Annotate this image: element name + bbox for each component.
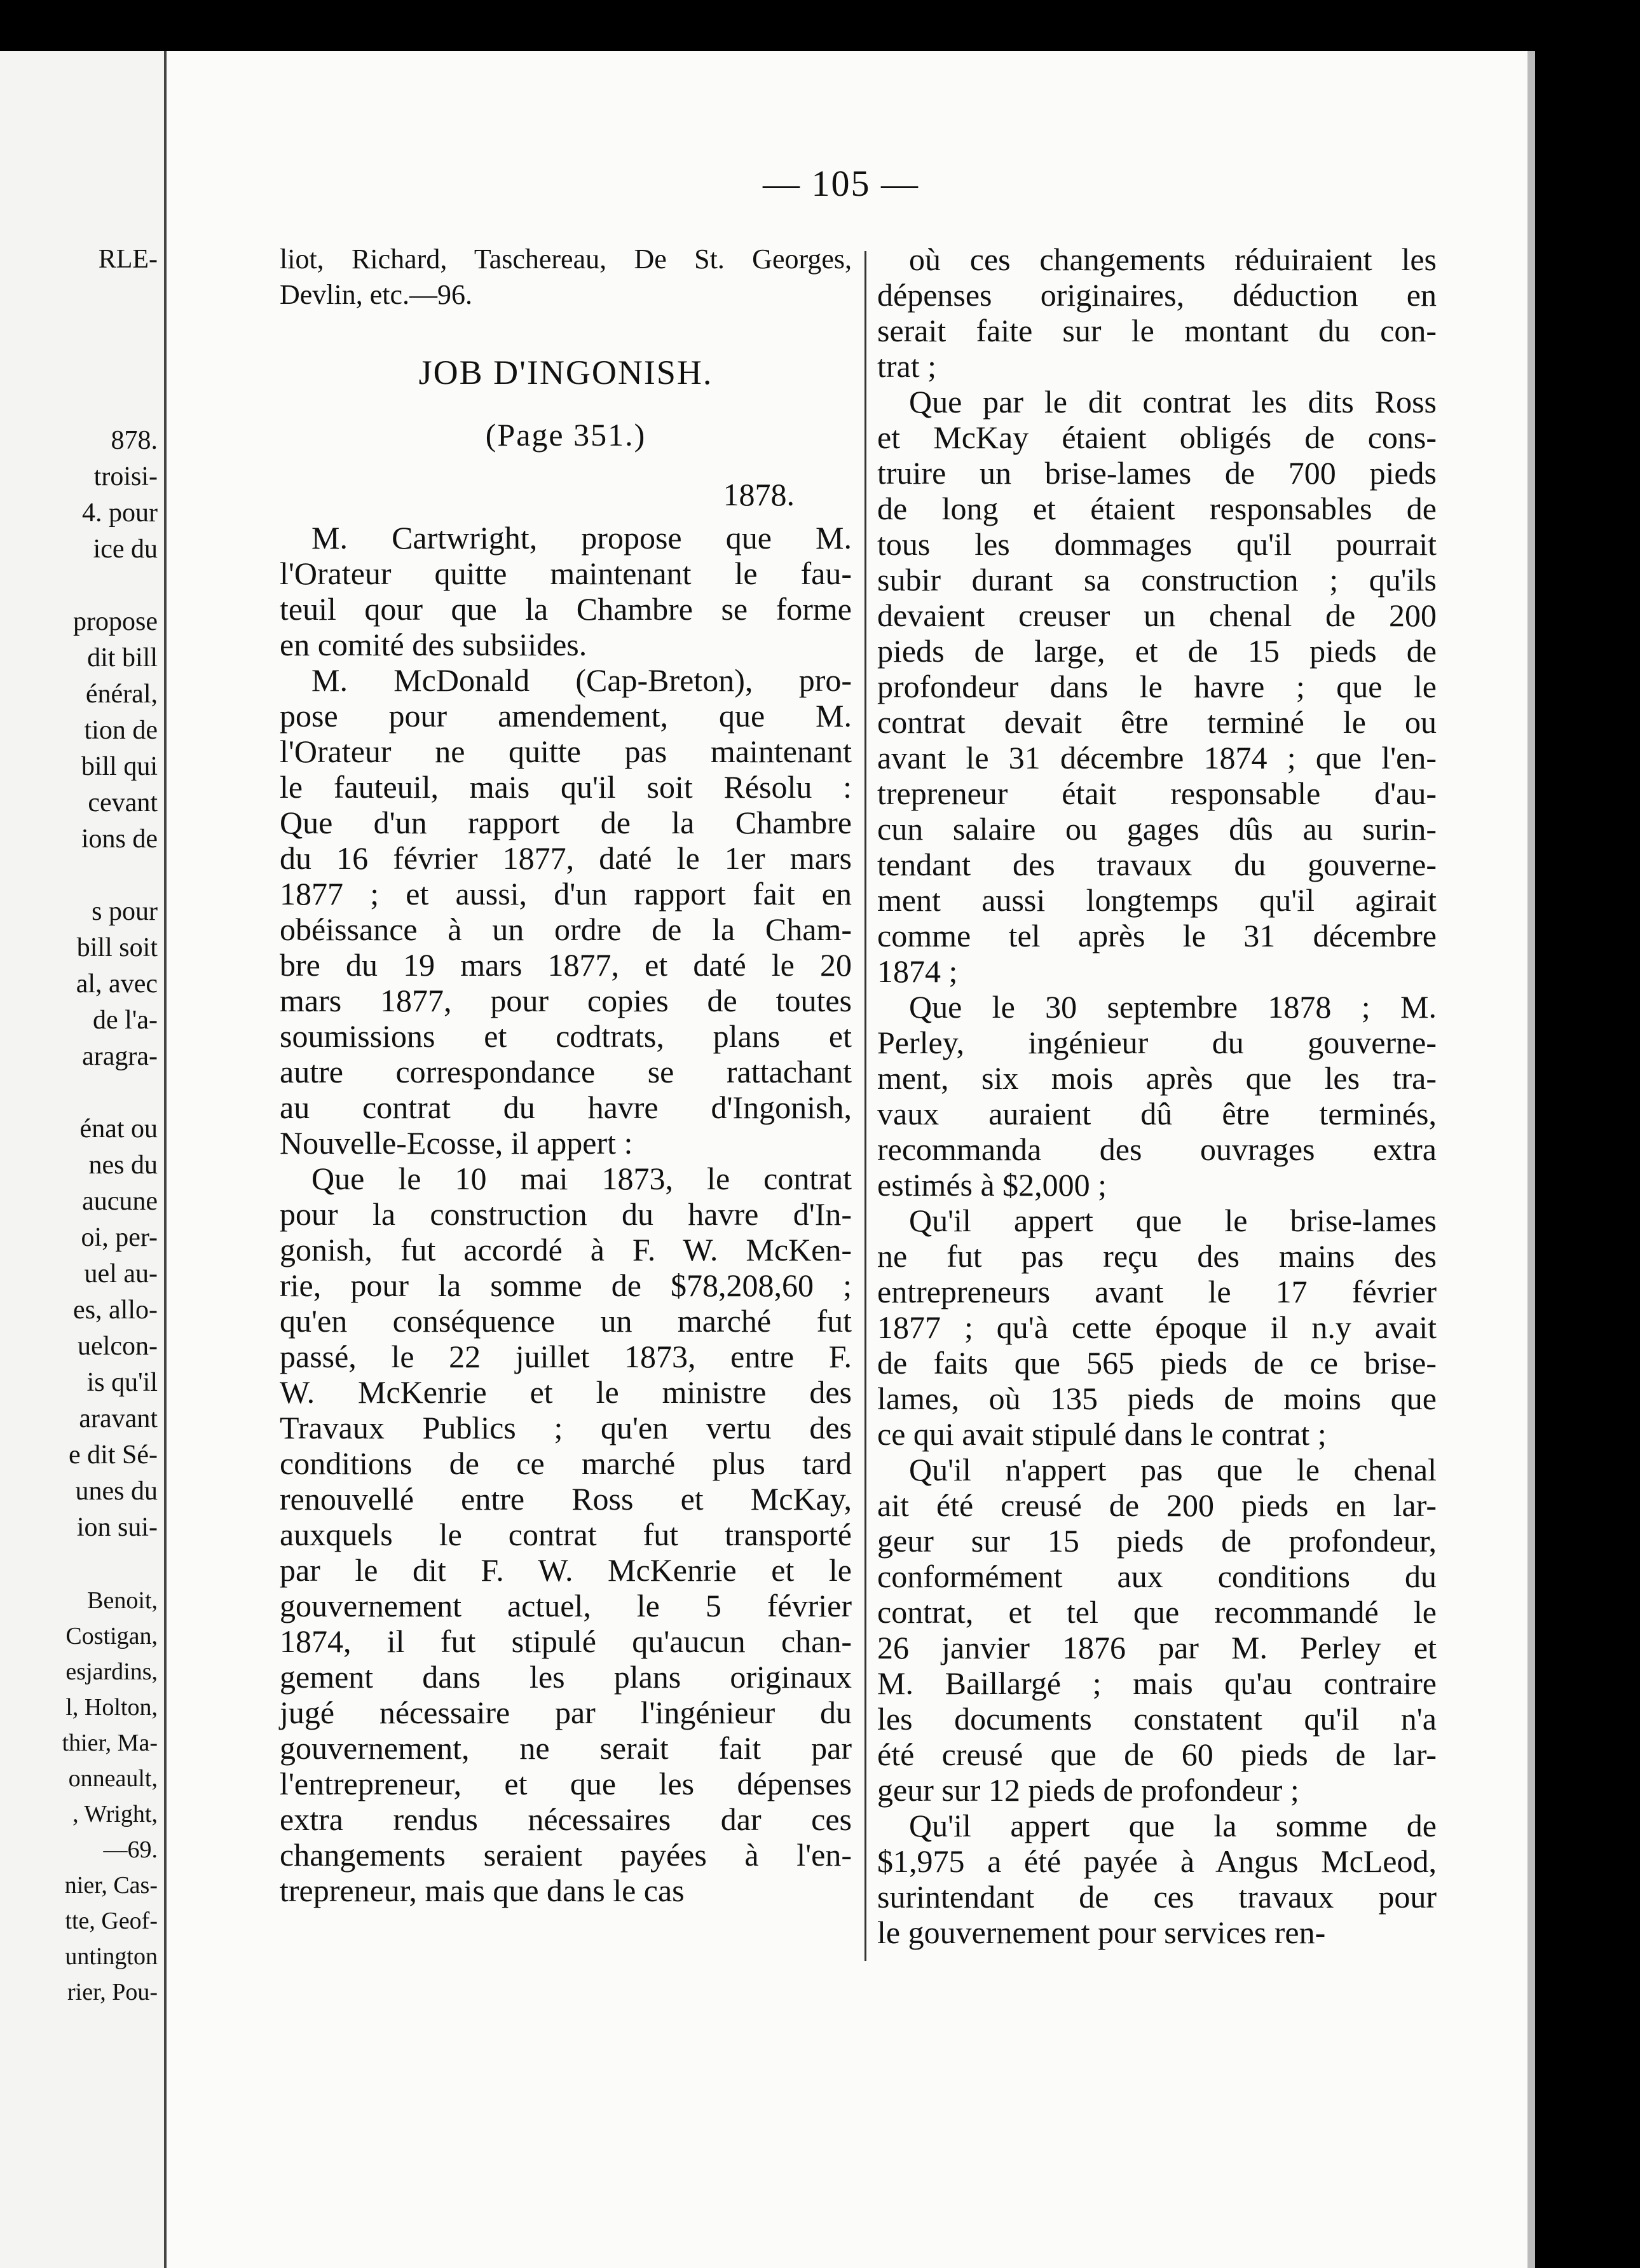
- text-line: W. McKenrie et le ministre des: [280, 1374, 852, 1410]
- paragraph: [877, 989, 1437, 1203]
- text-line: bre du 19 mars 1877, et daté le 20: [280, 947, 852, 983]
- text-line: devaient creuser un chenal de 200: [877, 598, 1437, 633]
- facing-page-text: Benoit,: [87, 1587, 158, 1614]
- text-line: subir durant sa construction ; qu'ils: [877, 562, 1437, 598]
- text-line: Travaux Publics ; qu'en vertu des: [280, 1410, 852, 1445]
- facing-page-fragment: [0, 51, 164, 2268]
- text-line: M. Cartwright, propose que M.: [311, 520, 852, 556]
- text-line: M. Baillargé ; mais qu'au contraire: [877, 1665, 1437, 1701]
- text-line: recommanda des ouvrages extra: [877, 1131, 1437, 1167]
- text-line: Que le 10 mai 1873, le contrat: [311, 1161, 852, 1196]
- text-line: surintendant de ces travaux pour: [877, 1879, 1437, 1915]
- text-line: ment, six mois après que les tra-: [877, 1060, 1437, 1096]
- facing-page-text: Costigan,: [65, 1623, 158, 1650]
- text-line: tendant des travaux du gouverne-: [877, 847, 1437, 882]
- text-line: qu'en conséquence un marché fut: [280, 1303, 852, 1339]
- text-line: 1874 ;: [877, 953, 958, 989]
- text-line: avant le 31 décembre 1874 ; que l'en-: [877, 740, 1437, 775]
- text-line: vaux auraient dû être terminés,: [877, 1096, 1437, 1131]
- text-line: geur sur 12 pieds de profondeur ;: [877, 1772, 1299, 1808]
- page-reference: (Page 351.): [485, 417, 646, 453]
- text-line: Devlin, etc.—96.: [280, 279, 473, 310]
- text-line: été creusé que de 60 pieds de lar-: [877, 1737, 1437, 1772]
- text-line: trat ;: [877, 348, 937, 384]
- text-line: lames, où 135 pieds de moins que: [877, 1381, 1437, 1416]
- paragraph: [877, 384, 1437, 989]
- facing-page-text: ion sui-: [76, 1513, 158, 1542]
- facing-page-text: 878.: [111, 426, 158, 455]
- facing-page-text: troisi-: [93, 462, 158, 491]
- left-paragraphs: [280, 520, 852, 1908]
- text-line: trepreneur, mais que dans le cas: [280, 1873, 685, 1908]
- text-line: profondeur dans le havre ; que le: [877, 669, 1437, 704]
- text-line: l'entrepreneur, et que les dépenses: [280, 1766, 852, 1801]
- text-line: dépenses originaires, déduction en: [877, 277, 1437, 313]
- facing-page-text: aravant: [79, 1404, 158, 1433]
- text-line: Nouvelle-Ecosse, il appert :: [280, 1125, 633, 1161]
- text-line: le fauteuil, mais qu'il soit Résolu :: [280, 769, 852, 805]
- text-line: geur sur 15 pieds de profondeur,: [877, 1523, 1437, 1559]
- paragraph: [877, 242, 1437, 384]
- facing-page-text: al, avec: [76, 969, 158, 999]
- facing-page-text: esjardins,: [65, 1658, 158, 1685]
- text-line: Que le 30 septembre 1878 ; M.: [909, 989, 1437, 1025]
- facing-page-text: is qu'il: [86, 1368, 158, 1397]
- text-line: rie, pour la somme de $78,208,60 ;: [280, 1267, 852, 1303]
- text-line: trepreneur était responsable d'au-: [877, 775, 1437, 811]
- facing-page-text: s pour: [92, 897, 158, 926]
- facing-page-text: tion de: [84, 716, 158, 745]
- text-line: où ces changements réduiraient les: [909, 242, 1437, 277]
- text-line: et McKay étaient obligés de cons-: [877, 420, 1437, 455]
- text-line: obéissance à un ordre de la Cham-: [280, 912, 852, 947]
- text-line: gonish, fut accordé à F. W. McKen-: [280, 1232, 852, 1267]
- facing-page-text: uelcon-: [78, 1332, 158, 1361]
- text-line: Qu'il appert que la somme de: [909, 1808, 1437, 1843]
- text-line: au contrat du havre d'Ingonish,: [280, 1090, 852, 1125]
- text-line: contrat devait être terminé le ou: [877, 704, 1437, 740]
- text-line: tous les dommages qu'il pourrait: [877, 526, 1437, 562]
- text-line: 1877 ; qu'à cette époque il n.y avait: [877, 1309, 1437, 1345]
- paragraph: [877, 1452, 1437, 1808]
- text-line: renouvellé entre Ross et McKay,: [280, 1481, 852, 1517]
- facing-page-text: aucune: [82, 1187, 158, 1216]
- text-line: ment aussi longtemps qu'il agirait: [877, 882, 1437, 918]
- page-edge: [1527, 51, 1535, 2268]
- facing-page-text: aragra-: [82, 1042, 158, 1071]
- right-column: [877, 242, 1437, 1950]
- facing-page-text: uel au-: [84, 1259, 158, 1288]
- text-line: contrat, et tel que recommandé le: [877, 1594, 1437, 1630]
- page-number: — 105 —: [763, 163, 919, 204]
- text-line: Que d'un rapport de la Chambre: [280, 805, 852, 840]
- text-line: M. McDonald (Cap-Breton), pro-: [311, 662, 852, 698]
- paragraph: [280, 520, 852, 662]
- facing-page-text: l, Holton,: [65, 1694, 158, 1721]
- facing-page-text: bill soit: [76, 933, 158, 962]
- text-line: Qu'il n'appert pas que le chenal: [909, 1452, 1437, 1487]
- facing-page-text: propose: [73, 607, 158, 636]
- text-line: Qu'il appert que le brise-lames: [909, 1203, 1437, 1238]
- text-line: jugé nécessaire par l'ingénieur du: [280, 1695, 852, 1730]
- text-line: mars 1877, pour copies de toutes: [280, 983, 852, 1018]
- text-line: par le dit F. W. McKenrie et le: [280, 1552, 852, 1588]
- text-line: Que par le dit contrat les dits Ross: [909, 384, 1437, 420]
- text-line: teuil qour que la Chambre se forme: [280, 591, 852, 627]
- text-line: de long et étaient responsables de: [877, 491, 1437, 526]
- text-line: comme tel après le 31 décembre: [877, 918, 1437, 953]
- text-line: 1877 ; et aussi, d'un rapport fait en: [280, 876, 852, 912]
- column-divider: [864, 251, 866, 1961]
- text-line: truire un brise-lames de 700 pieds: [877, 455, 1437, 491]
- paragraph: [280, 662, 852, 1161]
- facing-page-text: oi, per-: [81, 1223, 158, 1252]
- text-line: l'Orateur quitte maintenant le fau-: [280, 556, 852, 591]
- facing-page-text: es, allo-: [73, 1295, 158, 1325]
- facing-page-text: cevant: [88, 788, 158, 817]
- text-line: autre correspondance se rattachant: [280, 1054, 852, 1090]
- text-line: changements seraient payées à l'en-: [280, 1837, 852, 1873]
- text-line: gouvernement, ne serait fait par: [280, 1730, 852, 1766]
- text-line: estimés à $2,000 ;: [877, 1167, 1107, 1203]
- text-line: 26 janvier 1876 par M. Perley et: [877, 1630, 1437, 1665]
- text-line: ce qui avait stipulé dans le contrat ;: [877, 1416, 1327, 1452]
- text-line: pour la construction du havre d'In-: [280, 1196, 852, 1232]
- text-line: auxquels le contrat fut transporté: [280, 1517, 852, 1552]
- facing-page-text: tte, Geof-: [65, 1908, 158, 1934]
- facing-page-text: thier, Ma-: [62, 1730, 158, 1756]
- text-line: extra rendus nécessaires dar ces: [280, 1801, 852, 1837]
- text-line: les documents constatent qu'il n'a: [877, 1701, 1437, 1737]
- text-line: pieds de large, et de 15 pieds de: [877, 633, 1437, 669]
- text-line: pose pour amendement, que M.: [280, 698, 852, 734]
- text-line: l'Orateur ne quitte pas maintenant: [280, 734, 852, 769]
- text-line: gement dans les plans originaux: [280, 1659, 852, 1695]
- facing-page-text: de l'a-: [92, 1006, 158, 1035]
- text-line: ne fut pas reçu des mains des: [877, 1238, 1437, 1274]
- facing-page-text: e dit Sé-: [69, 1440, 158, 1470]
- text-line: Perley, ingénieur du gouverne-: [877, 1025, 1437, 1060]
- text-line: du 16 février 1877, daté le 1er mars: [280, 840, 852, 876]
- facing-page-text: RLE-: [98, 245, 158, 274]
- text-line: en comité des subsiides.: [280, 627, 587, 662]
- facing-page-text: —69.: [103, 1836, 158, 1863]
- section-title: JOB D'INGONISH.: [418, 353, 713, 392]
- facing-page-text: nier, Cas-: [64, 1872, 158, 1899]
- text-line: gouvernement actuel, le 5 février: [280, 1588, 852, 1623]
- text-line: 1874, il fut stipulé qu'aucun chan-: [280, 1623, 852, 1659]
- facing-page-text: rier, Pou-: [67, 1979, 158, 2005]
- text-line: passé, le 22 juillet 1873, entre F.: [280, 1339, 852, 1374]
- text-line: le gouvernement pour services ren-: [877, 1915, 1326, 1950]
- text-line: $1,975 a été payée à Angus McLeod,: [877, 1843, 1437, 1879]
- text-line: de faits que 565 pieds de ce brise-: [877, 1345, 1437, 1381]
- facing-page-text: énéral,: [85, 680, 158, 709]
- text-line: ait été creusé de 200 pieds en lar-: [877, 1487, 1437, 1523]
- section-year: 1878.: [723, 477, 795, 512]
- text-line: cun salaire ou gages dûs au surin-: [877, 811, 1437, 847]
- paragraph: [877, 1808, 1437, 1950]
- text-line: entrepreneurs avant le 17 février: [877, 1274, 1437, 1309]
- text-line: serait faite sur le montant du con-: [877, 313, 1437, 348]
- facing-page-text: dit bill: [87, 643, 158, 673]
- left-column: [280, 242, 852, 1908]
- right-paragraphs: [877, 242, 1437, 1950]
- paragraph: [877, 1203, 1437, 1452]
- facing-page-text: onneault,: [68, 1765, 158, 1792]
- facing-page-text: nes du: [88, 1151, 158, 1180]
- continuation-text: [280, 242, 852, 313]
- facing-page-text: , Wright,: [72, 1801, 158, 1827]
- text-line: conditions de ce marché plus tard: [280, 1445, 852, 1481]
- text-line: liot, Richard, Taschereau, De St. Georges,: [280, 243, 852, 275]
- facing-page-text: 4. pour: [82, 498, 158, 528]
- facing-page-text: untington: [65, 1943, 158, 1970]
- text-line: soumissions et codtrats, plans et: [280, 1018, 852, 1054]
- facing-page-text: énat ou: [79, 1114, 158, 1144]
- facing-page-text: ice du: [93, 535, 158, 564]
- facing-page-text: bill qui: [81, 752, 158, 781]
- facing-page-text: ions de: [81, 824, 158, 854]
- text-line: conformément aux conditions du: [877, 1559, 1437, 1594]
- paragraph: [280, 1161, 852, 1908]
- facing-page-text: unes du: [75, 1477, 158, 1506]
